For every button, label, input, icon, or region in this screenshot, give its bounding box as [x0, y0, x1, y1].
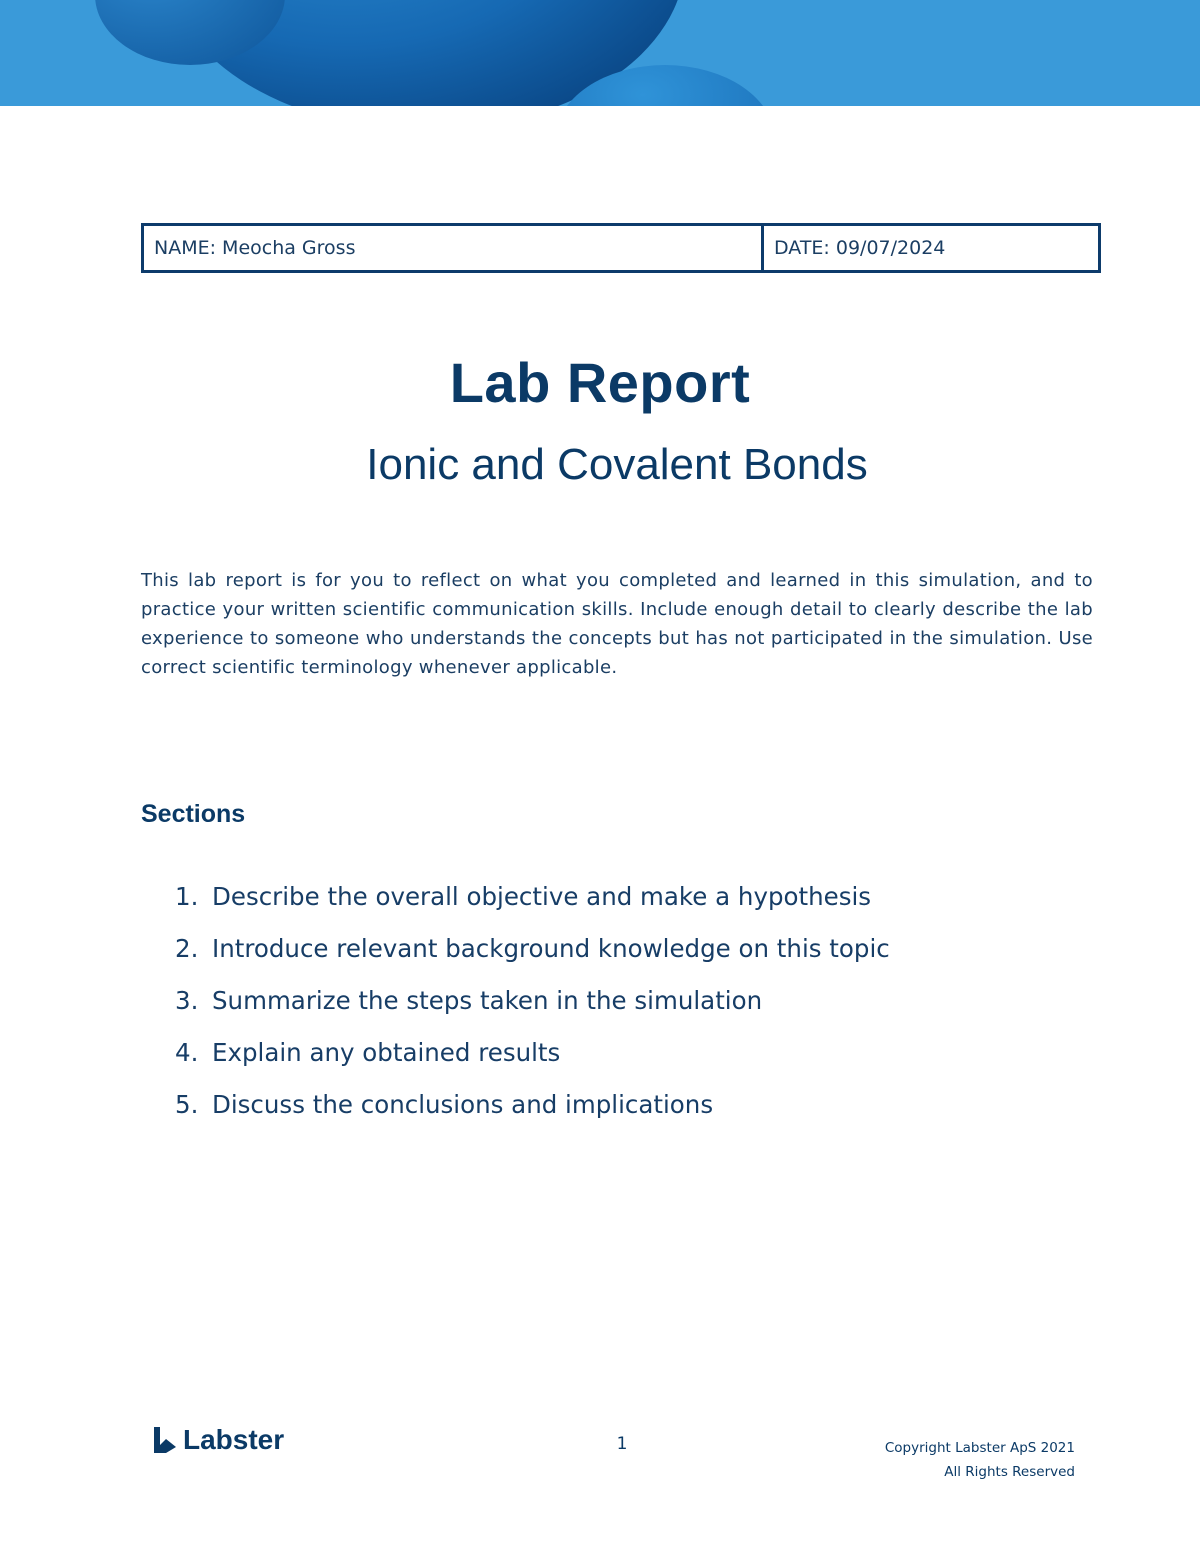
sections-heading: Sections [141, 800, 246, 828]
list-item-number: 1. [175, 881, 199, 911]
list-item [175, 1026, 890, 1078]
list-item-text: Explain any obtained results [212, 1037, 561, 1067]
page-title: Lab Report [449, 351, 751, 414]
labster-logo-icon [152, 1425, 178, 1455]
list-item-text: Discuss the conclusions and implications [212, 1089, 714, 1119]
list-item-number: 2. [175, 933, 199, 963]
list-item-number: 5. [175, 1089, 199, 1119]
list-item-text: Summarize the steps taken in the simulation [212, 985, 763, 1015]
list-item [175, 922, 890, 974]
list-item-number: 4. [175, 1037, 199, 1067]
list-item [175, 870, 890, 922]
labster-logo [152, 1424, 284, 1456]
copyright-line: Copyright Labster ApS 2021 [884, 1440, 1075, 1456]
list-item [175, 974, 890, 1026]
page-subtitle: Ionic and Covalent Bonds [366, 440, 868, 489]
list-item-text: Introduce relevant background knowledge on this topic [212, 933, 890, 963]
date-field[interactable]: DATE: 09/07/2024 [774, 237, 946, 259]
rights-line: All Rights Reserved [944, 1464, 1075, 1480]
header-decoration [0, 0, 1200, 106]
name-field[interactable]: NAME: Meocha Gross [144, 226, 764, 270]
sections-list [175, 870, 890, 1130]
name-date-table [141, 223, 1101, 273]
list-item-text: Describe the overall objective and make a hypothesis [212, 881, 872, 911]
copyright-notice [885, 1436, 1075, 1484]
list-item [175, 1078, 890, 1130]
page-number: 1 [616, 1434, 628, 1454]
header-banner [0, 0, 1200, 106]
list-item-number: 3. [175, 985, 199, 1015]
intro-paragraph: This lab report is for you to reflect on what you completed and learned in this simulation, and to practice your written scientific communication skills. Include enough detail to clearly describe the lab experience to someone who understands the concepts but has not participated in the simulation. Use correct scientific terminology whenever applicable. [141, 570, 1093, 678]
labster-logo-text: Labster [183, 1424, 285, 1455]
